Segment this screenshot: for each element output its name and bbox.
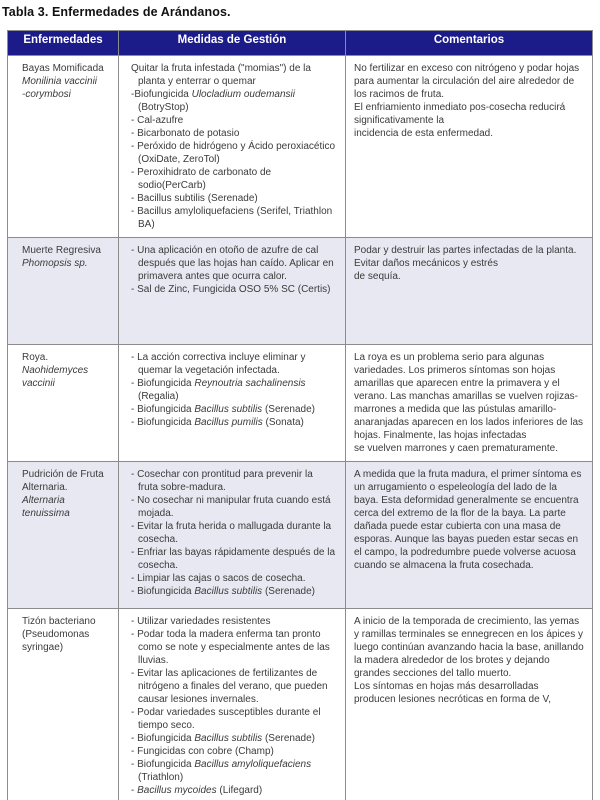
table-body	[8, 56, 593, 800]
text-line	[131, 520, 335, 546]
text-run: Bayas Momificada	[22, 63, 104, 74]
text-run: (BotryStop)	[138, 102, 189, 113]
text-line	[22, 494, 112, 507]
table-row	[8, 345, 593, 462]
text-line	[354, 270, 584, 283]
table-title: Tabla 3. Enfermedades de Arándanos.	[2, 5, 231, 19]
text-line	[22, 481, 112, 494]
text-run: Pudrición de Fruta	[22, 469, 104, 480]
text-run: - Sal de Zinc, Fungicida OSO 5% SC (Certis)	[131, 284, 331, 295]
text-run: - Podar variedades susceptibles durante el tiempo seco.	[131, 707, 321, 731]
text-run: se vuelven marrones y caen prematuramente.	[354, 443, 558, 454]
text-run: - Limpiar las cajas o sacos de cosecha.	[131, 573, 306, 584]
text-run: Alternaria	[22, 495, 65, 506]
text-run: - Una aplicación en otoño de azufre de cal después que las hojas han caído. Aplicar en primavera antes que ocurra calor.	[131, 245, 334, 282]
text-run: Los síntomas en hojas más desarrolladas	[354, 681, 539, 692]
text-run: - Evitar la fruta herida o mallugada durante la cosecha.	[131, 521, 332, 545]
text-run: Muerte Regresiva	[22, 245, 101, 256]
text-line	[22, 62, 112, 75]
text-run: - Biofungicida	[131, 404, 195, 415]
text-run: No fertilizar en exceso con nitrógeno y podar hojas para aumentar la circulación del aire alrededor de los racimos de fruta.	[354, 63, 580, 100]
disease-cell	[8, 238, 119, 345]
comments-cell	[346, 345, 593, 462]
text-line	[354, 101, 584, 127]
text-line	[131, 166, 335, 192]
text-line	[131, 572, 335, 585]
table-row	[8, 238, 593, 345]
text-line	[354, 693, 584, 706]
text-line	[22, 641, 112, 654]
text-run: Podar y destruir las partes infectadas de la planta.	[354, 245, 577, 256]
text-line	[131, 546, 335, 572]
text-line	[354, 257, 584, 270]
text-line	[22, 257, 112, 270]
table-row	[8, 462, 593, 609]
text-run: - Peroxihidrato de carbonato de sodio(PerCarb)	[131, 167, 272, 191]
text-run: Bacillus amyloliquefaciens	[194, 759, 312, 770]
text-line	[354, 351, 584, 442]
text-line	[131, 114, 335, 127]
text-line	[22, 507, 112, 520]
comments-cell	[346, 56, 593, 238]
text-run: - Bacillus amyloliquefaciens (Serifel, Triathlon BA)	[131, 206, 333, 230]
text-run: Phomopsis sp.	[22, 258, 88, 269]
text-run: - Utilizar variedades resistentes	[131, 616, 271, 627]
header-enfermedades: Enfermedades	[8, 31, 119, 56]
measures-cell	[119, 462, 346, 609]
text-run: (Serenade)	[262, 404, 315, 415]
text-line	[354, 680, 584, 693]
text-line	[131, 403, 335, 416]
text-run: - Bacillus subtilis (Serenade)	[131, 193, 258, 204]
text-line	[22, 351, 112, 364]
text-run: - Peróxido de hidrógeno y Ácido peroxiacético (OxiDate, ZeroTol)	[131, 141, 336, 165]
text-run: Ulocladium oudemansii	[191, 89, 295, 100]
text-run: (Serenade)	[262, 586, 315, 597]
text-line	[22, 244, 112, 257]
text-run: Bacillus mycoides	[137, 785, 217, 796]
text-line	[354, 615, 584, 680]
text-run: Alternaria.	[22, 482, 68, 493]
text-line	[22, 364, 112, 377]
disease-cell	[8, 56, 119, 238]
text-line	[131, 615, 335, 628]
table-header-row	[8, 31, 593, 56]
text-line	[354, 244, 584, 257]
text-run: tenuissima	[22, 508, 70, 519]
text-run: Bacillus subtilis	[194, 733, 263, 744]
text-line	[131, 127, 335, 140]
table-row	[8, 56, 593, 238]
text-run: - Podar toda la madera enferma tan pronto como se note y especialmente antes de las lluvias.	[131, 629, 330, 666]
text-run: -Biofungicida	[131, 89, 192, 100]
text-run: Quitar la fruta infestada ("momias") de la planta y enterrar o quemar	[131, 63, 311, 87]
text-line	[131, 88, 335, 114]
text-run: vaccinii	[22, 378, 55, 389]
text-line	[22, 88, 112, 101]
text-run: - Cosechar con prontitud para prevenir la fruta sobre-madura.	[131, 469, 313, 493]
text-run: Bacillus pumilis	[194, 417, 263, 428]
text-run: syringae)	[22, 642, 64, 653]
measures-cell	[119, 345, 346, 462]
text-run: (Regalia)	[138, 391, 179, 402]
text-line	[131, 732, 335, 745]
text-run: El enfriamiento inmediato pos-cosecha reducirá significativamente la	[354, 102, 566, 126]
text-line	[131, 140, 335, 166]
text-line	[131, 628, 335, 667]
text-run: - Fungicidas con cobre (Champ)	[131, 746, 274, 757]
text-run: incidencia de esta enfermedad.	[354, 128, 493, 139]
text-run: (Pseudomonas	[22, 629, 90, 640]
text-line	[131, 377, 335, 403]
text-line	[131, 667, 335, 706]
text-line	[131, 244, 335, 283]
text-run: - Biofungicida	[131, 759, 195, 770]
disease-cell	[8, 609, 119, 800]
text-line	[131, 192, 335, 205]
text-run: A inicio de la temporada de crecimiento, las yemas y ramillas terminales se ennegrecen en los ápices y luego continúan avanzando hacia la base, anillando la madera alrededor de los brotes y dejando grandes secciones del tallo muerto.	[354, 616, 584, 679]
text-line	[22, 377, 112, 390]
text-line	[22, 615, 112, 628]
comments-cell	[346, 238, 593, 345]
text-run: - Biofungicida	[131, 733, 195, 744]
text-run: Monilinia vaccinii	[22, 76, 98, 87]
text-run: Bacillus subtilis	[194, 404, 263, 415]
text-run: Tizón bacteriano	[22, 616, 96, 627]
text-run: A medida que la fruta madura, el primer síntoma es un arrugamiento o espeleología del lado de la baya. Esta deformidad generalmente se encuentra cerca del extremo de la flor de la baya. La parte dañada puede estar cubierta con una masa de esporas. Aunque las bayas pueden estar secas en el campo, la podredumbre puede volverse acuosa cuando se almacena la fruta cosechada.	[354, 469, 582, 571]
text-run: - Bicarbonato de potasio	[131, 128, 240, 139]
text-line	[22, 75, 112, 88]
text-line	[354, 127, 584, 140]
disease-cell	[8, 345, 119, 462]
text-line	[131, 585, 335, 598]
measures-cell	[119, 56, 346, 238]
text-line	[22, 468, 112, 481]
text-line	[131, 758, 335, 784]
text-line	[131, 706, 335, 732]
text-run: (Serenade)	[262, 733, 315, 744]
text-run: La roya es un problema serio para algunas variedades. Los primeros síntomas son hojas amarillas que aparecen entre la primavera y el verano. Las manchas amarillas se vuelven rojizas-marrones a medida que las pústulas amarillo-anaranjadas aparecen en los lados inferiores de las hojas. Finalmente, las hojas infectadas	[354, 352, 584, 441]
text-line	[131, 205, 335, 231]
text-run: Bacillus subtilis	[194, 586, 263, 597]
text-line	[131, 62, 335, 88]
text-run: - Enfriar las bayas rápidamente después de la cosecha.	[131, 547, 336, 571]
text-run: - Evitar las aplicaciones de fertilizantes de nitrógeno a finales del verano, que pueden causar lesiones invernales.	[131, 668, 328, 705]
text-line	[131, 745, 335, 758]
header-medidas: Medidas de Gestión	[119, 31, 346, 56]
text-line	[131, 351, 335, 377]
text-run: Roya.	[22, 352, 49, 363]
text-line	[354, 468, 584, 572]
disease-table	[7, 30, 593, 800]
disease-cell	[8, 462, 119, 609]
text-line	[354, 62, 584, 101]
text-run: Evitar daños mecánicos y estrés	[354, 258, 498, 269]
text-run: (Lifegard)	[216, 785, 263, 796]
header-comentarios: Comentarios	[346, 31, 593, 56]
comments-cell	[346, 462, 593, 609]
text-run: Reynoutria sachalinensis	[194, 378, 306, 389]
text-line	[131, 468, 335, 494]
text-run: - Cal-azufre	[131, 115, 184, 126]
text-line	[22, 628, 112, 641]
text-line	[131, 416, 335, 429]
text-run: - Biofungicida	[131, 417, 195, 428]
text-line	[131, 283, 335, 296]
text-run: (Sonata)	[262, 417, 304, 428]
text-run: - Biofungicida	[131, 586, 195, 597]
text-line	[131, 494, 335, 520]
text-run: - La acción correctiva incluye eliminar y quemar la vegetación infectada.	[131, 352, 306, 376]
text-line	[131, 784, 335, 797]
text-run: - No cosechar ni manipular fruta cuando está mojada.	[131, 495, 331, 519]
comments-cell	[346, 609, 593, 800]
text-run: -corymbosi	[22, 89, 71, 100]
measures-cell	[119, 609, 346, 800]
text-line	[354, 442, 584, 455]
measures-cell	[119, 238, 346, 345]
text-run: -	[131, 785, 138, 796]
text-run: Naohidemyces	[22, 365, 89, 376]
text-run: de sequía.	[354, 271, 401, 282]
text-run: (Triathlon)	[138, 772, 184, 783]
table-row	[8, 609, 593, 800]
text-run: - Biofungicida	[131, 378, 195, 389]
text-run: producen lesiones necróticas en forma de V,	[354, 694, 551, 705]
